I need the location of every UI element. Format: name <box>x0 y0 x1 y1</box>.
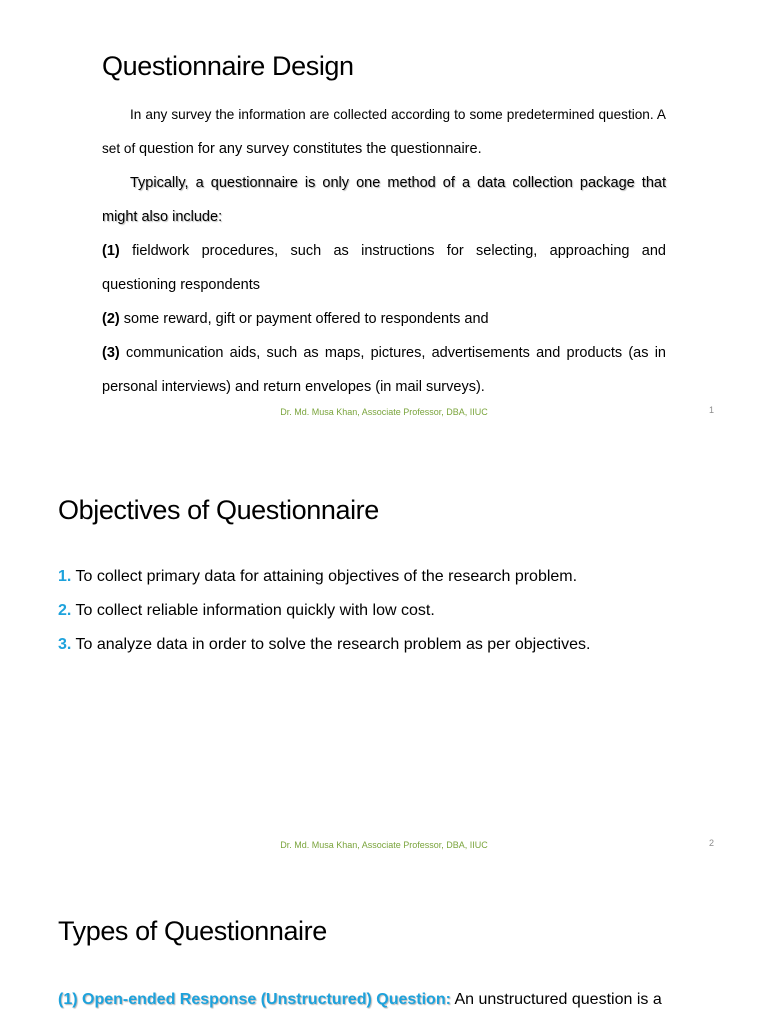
typically-paragraph: Typically, a questionnaire is only one method of a data collection package that might also include: <box>102 175 666 225</box>
slide-2 <box>0 432 768 864</box>
slide-3 <box>0 864 768 1024</box>
item-heading: (1) Open-ended Response (Unstructured) Question: <box>58 991 451 1008</box>
slide-1 <box>0 0 768 432</box>
slide-title: Questionnaire Design <box>102 51 354 81</box>
page-number: 1 <box>708 405 714 415</box>
page-number: 2 <box>708 838 714 848</box>
list-item-1 <box>58 560 708 594</box>
objectives-list <box>58 560 708 662</box>
item-text: To collect primary data for attaining objectives of the research problem. <box>71 568 578 585</box>
item-text: fieldwork procedures, such as instructions for selecting, approaching and questioning respondents <box>102 243 666 293</box>
intro-text-part-1: In any survey the information are collected according to some predetermined question. A set of <box>102 107 666 156</box>
slide-title: Types of Questionnaire <box>58 916 327 946</box>
slide-footer: Dr. Md. Musa Khan, Associate Professor, DBA, IIUC <box>280 407 488 417</box>
list-item-2 <box>58 594 708 628</box>
list-item-3 <box>58 628 708 662</box>
item-text: communication aids, such as maps, pictures, advertisements and products (as in personal interviews) and return envelopes (in mail surveys). <box>102 345 666 395</box>
list-item-1 <box>102 234 666 302</box>
list-item-3 <box>102 336 666 404</box>
item-text: some reward, gift or payment offered to respondents and <box>119 311 489 327</box>
item-number: (1) <box>102 243 120 259</box>
type-item-1 <box>58 988 758 1012</box>
list-item-2 <box>102 302 666 336</box>
item-number: 2. <box>58 602 72 619</box>
slide-body <box>102 98 666 404</box>
item-text: To collect reliable information quickly with low cost. <box>71 602 435 619</box>
item-number: (3) <box>102 345 120 361</box>
item-number: 3. <box>58 636 72 653</box>
item-number: 1. <box>58 568 72 585</box>
intro-text-part-2: question for any survey constitutes the questionnaire. <box>139 141 482 157</box>
item-number: (2) <box>102 311 120 327</box>
item-text: To analyze data in order to solve the research problem as per objectives. <box>71 636 591 653</box>
item-text: An unstructured question is a <box>450 991 662 1008</box>
slide-title: Objectives of Questionnaire <box>58 495 379 525</box>
intro-paragraph <box>102 98 666 166</box>
slide-footer: Dr. Md. Musa Khan, Associate Professor, DBA, IIUC <box>280 840 488 850</box>
